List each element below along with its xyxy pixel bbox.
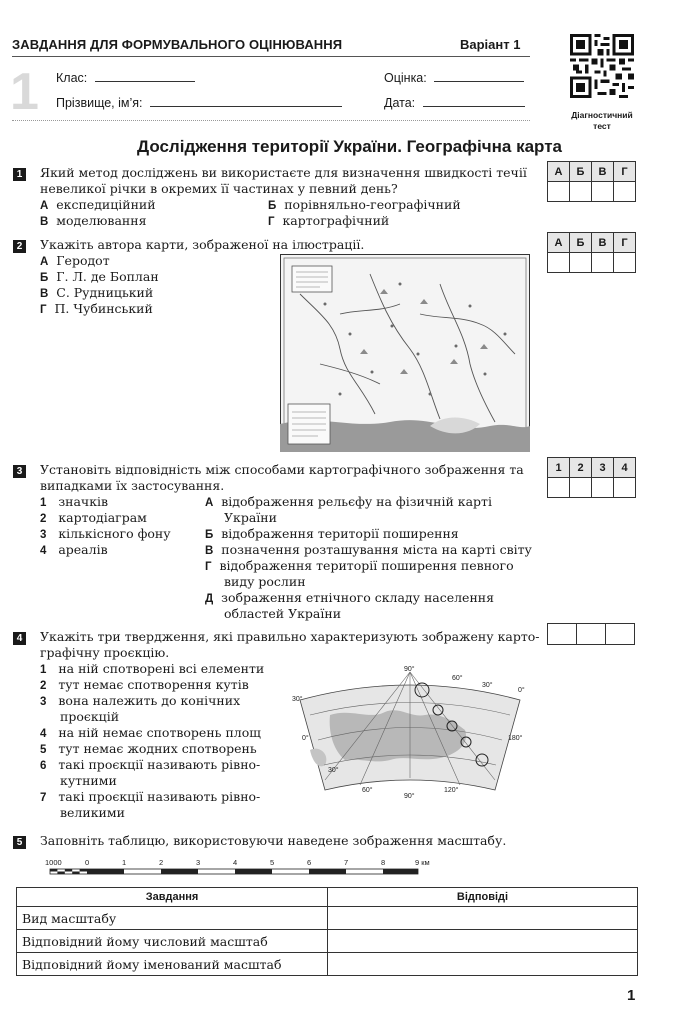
scale-tick-label: 6 [307, 858, 312, 867]
q4-answer-grid [547, 623, 635, 645]
q3-answer-cell[interactable] [548, 478, 570, 498]
q4-item-3-cont: проєкцій [60, 709, 120, 724]
q3-answer-cell[interactable] [570, 478, 592, 498]
projection-degree-label: 30° [482, 682, 493, 689]
class-blank[interactable] [95, 69, 195, 82]
q3-answer-grid: 1 2 3 4 [547, 457, 636, 498]
q1-option-g[interactable]: Г картографічний [268, 213, 390, 228]
q1-line2: невеликої річки в окремих її частинах у певний день? [40, 181, 398, 196]
date-blank[interactable] [423, 94, 525, 107]
q4-item-7[interactable]: 7 такі проєкції називають рівно- [40, 789, 261, 804]
projection-degree-label: 30° [328, 767, 339, 774]
q2-option-v[interactable]: В С. Рудницький [40, 285, 154, 300]
q2-answer-grid: А Б В Г [547, 232, 636, 273]
q1-answer-grid: А Б В Г [547, 161, 636, 202]
q4-item-4[interactable]: 4 на ній немає спотворень площ [40, 725, 261, 740]
question-number-1: 1 [13, 168, 26, 181]
projection-degree-label: 30° [292, 696, 303, 703]
table-row-label: Відповідний йому числовий масштаб [17, 930, 328, 953]
q2-answer-cell[interactable] [614, 253, 636, 273]
answer-cell[interactable] [328, 930, 638, 953]
q3-right-item-b: Б відображення території поширення [205, 526, 459, 541]
q2-answer-cell[interactable] [548, 253, 570, 273]
qr-caption: Діагностичний тест [571, 110, 633, 131]
projection-degree-label: 0° [302, 735, 309, 742]
q4-item-6-cont: кутними [60, 773, 117, 788]
worksheet-number-mark: 1 [10, 63, 39, 121]
q3-right-item-a-cont: України [224, 510, 277, 525]
q3-left-item-3: 3 кількісного фону [40, 526, 171, 541]
q2-option-a[interactable]: А Геродот [40, 253, 110, 268]
projection-degree-label: 90° [404, 793, 415, 800]
grade-field [384, 69, 524, 85]
q5-answer-table [16, 887, 638, 976]
scale-tick-label: 1000 [45, 858, 62, 867]
q3-left-item-2: 2 картодіаграм [40, 510, 147, 525]
date-label: Дата: [384, 96, 416, 110]
scale-tick-label: 7 [344, 858, 349, 867]
scale-tick-label: 2 [159, 858, 164, 867]
header-rule [12, 56, 530, 57]
table-row-label: Відповідний йому іменований масштаб [17, 953, 328, 976]
q2-answer-cell[interactable] [570, 253, 592, 273]
projection-degree-label: 180° [508, 735, 523, 742]
q4-answer-cell[interactable] [548, 624, 577, 645]
scale-tick-label: 3 [196, 858, 201, 867]
answer-cell[interactable] [328, 907, 638, 930]
q1-option-b[interactable]: Б порівняльно-географічний [268, 197, 461, 212]
table-row [17, 907, 638, 930]
question-number-4: 4 [13, 632, 26, 645]
date-field [384, 94, 525, 110]
conic-projection-map [290, 660, 530, 805]
q3-line1: Установіть відповідність між способами картографічного зображення та [40, 462, 524, 477]
scale-tick-label: 8 [381, 858, 386, 867]
grade-blank[interactable] [434, 69, 524, 82]
q4-item-6[interactable]: 6 такі проєкції називають рівно- [40, 757, 261, 772]
page-number: 1 [627, 987, 636, 1004]
q3-right-item-a: А відображення рельєфу на фізичній карті [205, 494, 492, 509]
q4-item-2[interactable]: 2 тут немає спотворення кутів [40, 677, 249, 692]
q4-line1: Укажіть три твердження, які правильно характеризують зображену карто- [40, 629, 540, 644]
variant-label: Варіант 1 [460, 37, 521, 52]
table-row-label: Вид масштабу [17, 907, 328, 930]
q1-answer-cell[interactable] [592, 182, 614, 202]
q1-line1: Який метод досліджень ви використаєте для визначення швидкості течії [40, 165, 527, 180]
q2-line1: Укажіть автора карти, зображеної на ілюстрації. [40, 237, 365, 252]
q5-line1: Заповніть таблицю, використовуючи наведене зображення масштабу. [40, 833, 507, 848]
q1-option-a[interactable]: А експедиційний [40, 197, 156, 212]
q2-option-g[interactable]: Г П. Чубинський [40, 301, 153, 316]
q4-item-1[interactable]: 1 на ній спотворені всі елементи [40, 661, 265, 676]
class-label: Клас: [56, 71, 88, 85]
q4-item-5[interactable]: 5 тут немає жодних спотворень [40, 741, 257, 756]
linear-scale-bar [40, 856, 440, 880]
page-title: Дослідження території України. Географічна карта [137, 137, 562, 156]
form-heading: ЗАВДАННЯ ДЛЯ ФОРМУВАЛЬНОГО ОЦІНЮВАННЯ [12, 37, 343, 52]
table-header-answer: Відповіді [328, 888, 638, 907]
q3-right-item-g-cont: виду рослин [224, 574, 306, 589]
question-number-2: 2 [13, 240, 26, 253]
answer-cell[interactable] [328, 953, 638, 976]
projection-degree-label: 0° [518, 687, 525, 694]
name-blank[interactable] [150, 94, 342, 107]
q4-item-7-cont: великими [60, 805, 125, 820]
q2-answer-cell[interactable] [592, 253, 614, 273]
q3-line2: випадками їх застосування. [40, 478, 225, 493]
name-label: Прізвище, ім’я: [56, 96, 143, 110]
class-field [56, 69, 195, 85]
table-header-task: Завдання [17, 888, 328, 907]
grade-label: Оцінка: [384, 71, 427, 85]
question-number-3: 3 [13, 465, 26, 478]
q4-answer-cell[interactable] [577, 624, 606, 645]
q3-right-item-d: Д зображення етнічного складу населення [205, 590, 495, 605]
q3-right-item-d-cont: областей України [224, 606, 342, 621]
q3-left-item-1: 1 значків [40, 494, 109, 509]
q2-option-b[interactable]: Б Г. Л. де Боплан [40, 269, 159, 284]
scale-tick-label: 5 [270, 858, 275, 867]
scale-tick-label: 9 км [415, 858, 430, 867]
name-field [56, 94, 342, 110]
question-number-5: 5 [13, 836, 26, 849]
projection-degree-label: 60° [452, 675, 463, 682]
q3-right-item-v: В позначення розташування міста на карті світу [205, 542, 532, 557]
header-dotted-rule [12, 120, 530, 121]
q3-answer-cell[interactable] [614, 478, 636, 498]
q4-answer-cell[interactable] [606, 624, 635, 645]
historical-map-illustration [280, 254, 530, 452]
q4-item-3[interactable]: 3 вона належить до конічних [40, 693, 241, 708]
scale-tick-label: 4 [233, 858, 238, 867]
projection-degree-label: 90° [404, 666, 415, 673]
table-row [17, 930, 638, 953]
q4-line2: графічну проєкцію. [40, 645, 170, 660]
projection-degree-label: 120° [444, 787, 459, 794]
projection-degree-label: 60° [362, 787, 373, 794]
q3-right-item-g: Г відображення території поширення певного [205, 558, 514, 573]
q1-answer-cell[interactable] [570, 182, 592, 202]
q1-answer-cell[interactable] [548, 182, 570, 202]
q1-answer-cell[interactable] [614, 182, 636, 202]
table-row [17, 953, 638, 976]
scale-tick-label: 0 [85, 858, 90, 867]
q3-left-item-4: 4 ареалів [40, 542, 108, 557]
scale-tick-label: 1 [122, 858, 127, 867]
q1-option-v[interactable]: В моделювання [40, 213, 147, 228]
qr-code-icon[interactable] [570, 34, 634, 98]
q3-answer-cell[interactable] [592, 478, 614, 498]
